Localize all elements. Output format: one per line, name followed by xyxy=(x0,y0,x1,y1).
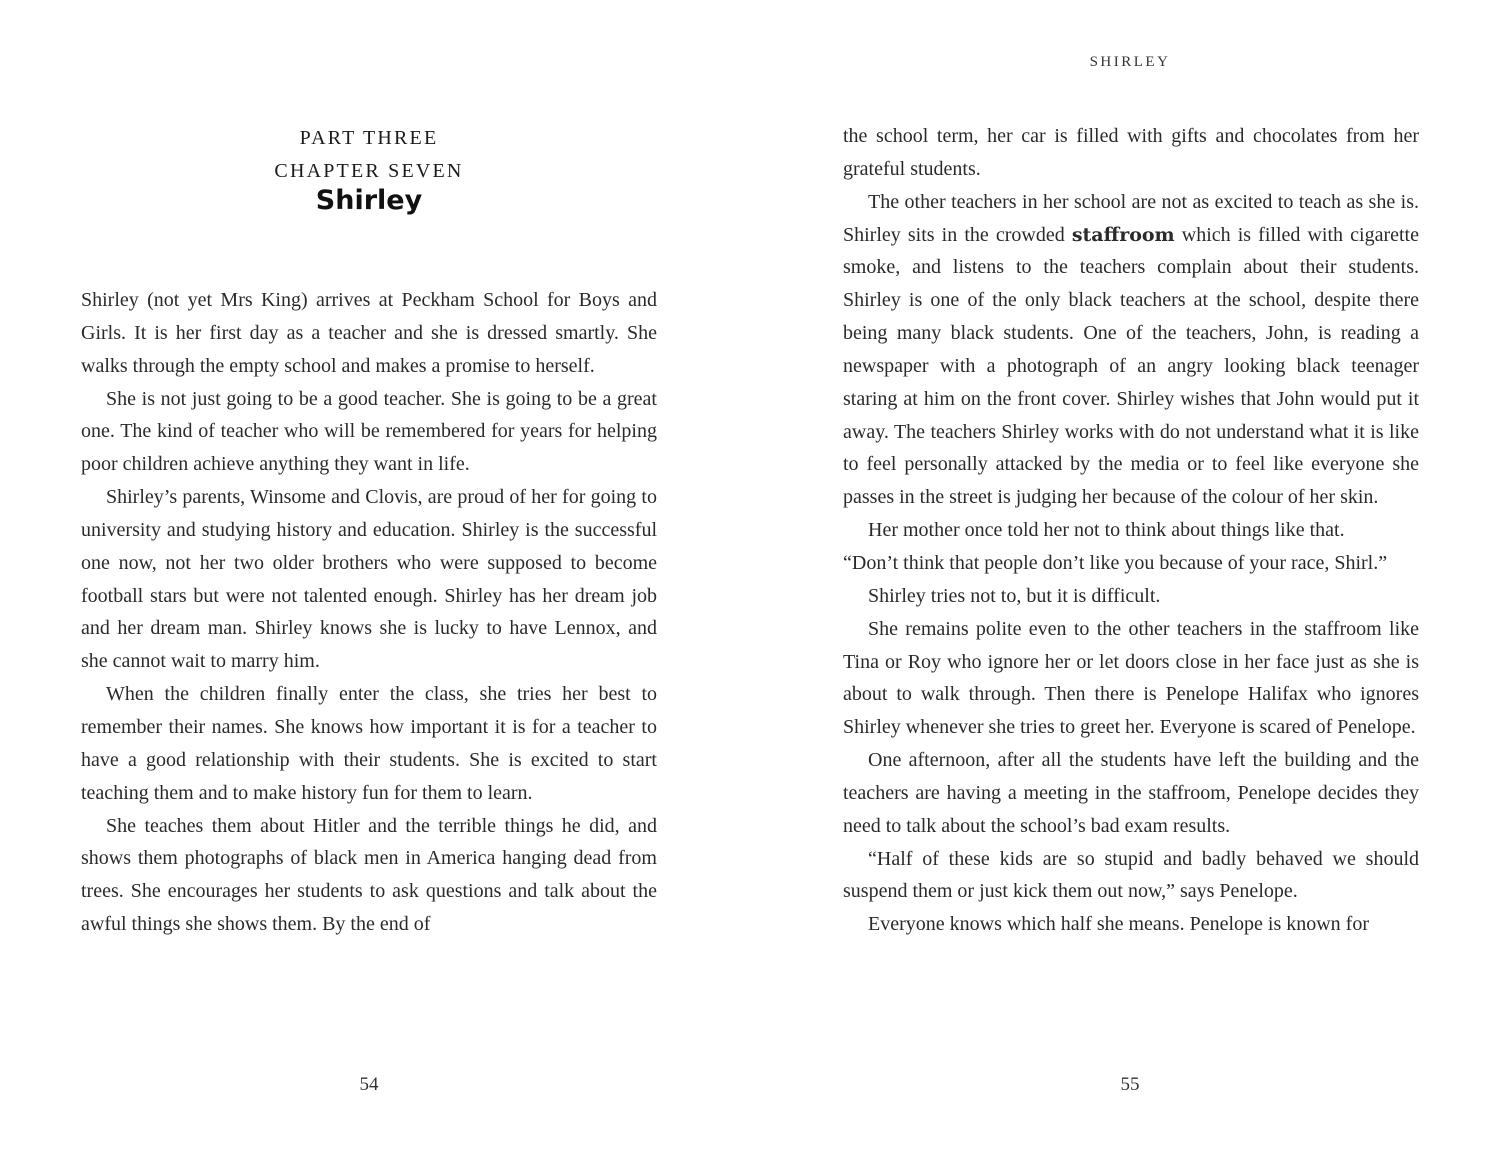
paragraph-text: The other teachers in her school are not as excited to teach as she is. Shirley sits in the crowded xyxy=(843,190,1419,246)
left-body-text xyxy=(81,284,657,941)
paragraph-text: which is filled with cigarette smoke, and listens to the teachers complain about their students. Shirley is one of the only black teachers at the school, despite there being many black students. One of the teachers, John, is reading a newspaper with a photograph of an angry looking black teenager staring at him on the front cover. Shirley wishes that John would put it away. The teachers Shirley works with do not understand what it is like to feel personally attacked by the media or to feel like everyone she passes in the street is judging her because of the colour of her skin. xyxy=(843,223,1419,509)
part-title: PART THREE xyxy=(299,127,439,149)
chapter-heading xyxy=(0,122,738,216)
paragraph: She teaches them about Hitler and the terrible things he did, and shows them photographs of black men in America hanging dead from trees. She encourages her students to ask questions and talk about the awful things she shows them. By the end of xyxy=(81,814,657,936)
right-page xyxy=(750,0,1500,1151)
paragraph: She remains polite even to the other teachers in the staffroom like Tina or Roy who ignore her or let doors close in her face just as she is about to walk through. Then there is Penelope Halifax who ignores Shirley whenever she tries to greet her. Everyone is scared of Penelope. xyxy=(843,617,1419,739)
paragraph: Everyone knows which half she means. Penelope is known for xyxy=(868,913,1369,936)
paragraph: the school term, her car is filled with gifts and chocolates from her grateful students. xyxy=(843,125,1419,180)
glossary-keyword: staffroom xyxy=(1071,223,1175,246)
paragraph: One afternoon, after all the students have left the building and the teachers are having a meeting in the staffroom, Penelope decides they need to talk about the school’s bad exam results. xyxy=(843,749,1419,837)
right-body-text xyxy=(843,120,1419,941)
paragraph: “Half of these kids are so stupid and badly behaved we should suspend them or just kick them out now,” says Penelope. xyxy=(843,847,1419,903)
paragraph: When the children finally enter the class, she tries her best to remember their names. She knows how important it is for a teacher to have a good relationship with their students. She is excited to start teaching them and to make history fun for them to learn. xyxy=(81,683,657,804)
page-number: 54 xyxy=(359,1074,379,1095)
chapter-title: CHAPTER SEVEN xyxy=(274,160,464,182)
paragraph: Her mother once told her not to think about things like that. xyxy=(868,519,1345,542)
paragraph xyxy=(843,186,1419,514)
paragraph: Shirley tries not to, but it is difficult. xyxy=(868,584,1161,607)
paragraph: Shirley (not yet Mrs King) arrives at Peckham School for Boys and Girls. It is her first day as a teacher and she is dressed smartly. She walks through the empty school and makes a promise to herself. xyxy=(81,289,657,377)
chapter-name: Shirley xyxy=(315,185,423,216)
running-head: SHIRLEY xyxy=(1089,54,1171,70)
page-number: 55 xyxy=(1120,1074,1140,1095)
paragraph: “Don’t think that people don’t like you because of your race, Shirl.” xyxy=(843,551,1388,574)
paragraph: She is not just going to be a good teacher. She is going to be a great one. The kind of teacher who will be remembered for years for helping poor children achieve anything they want in life. xyxy=(81,387,657,476)
paragraph: Shirley’s parents, Winsome and Clovis, are proud of her for going to university and studying history and education. Shirley is the successful one now, not her two older brothers who were supposed to become football stars but were not talented enough. Shirley has her dream job and her dream man. Shirley knows she is lucky to have Lennox, and she cannot wait to marry him. xyxy=(81,486,657,673)
